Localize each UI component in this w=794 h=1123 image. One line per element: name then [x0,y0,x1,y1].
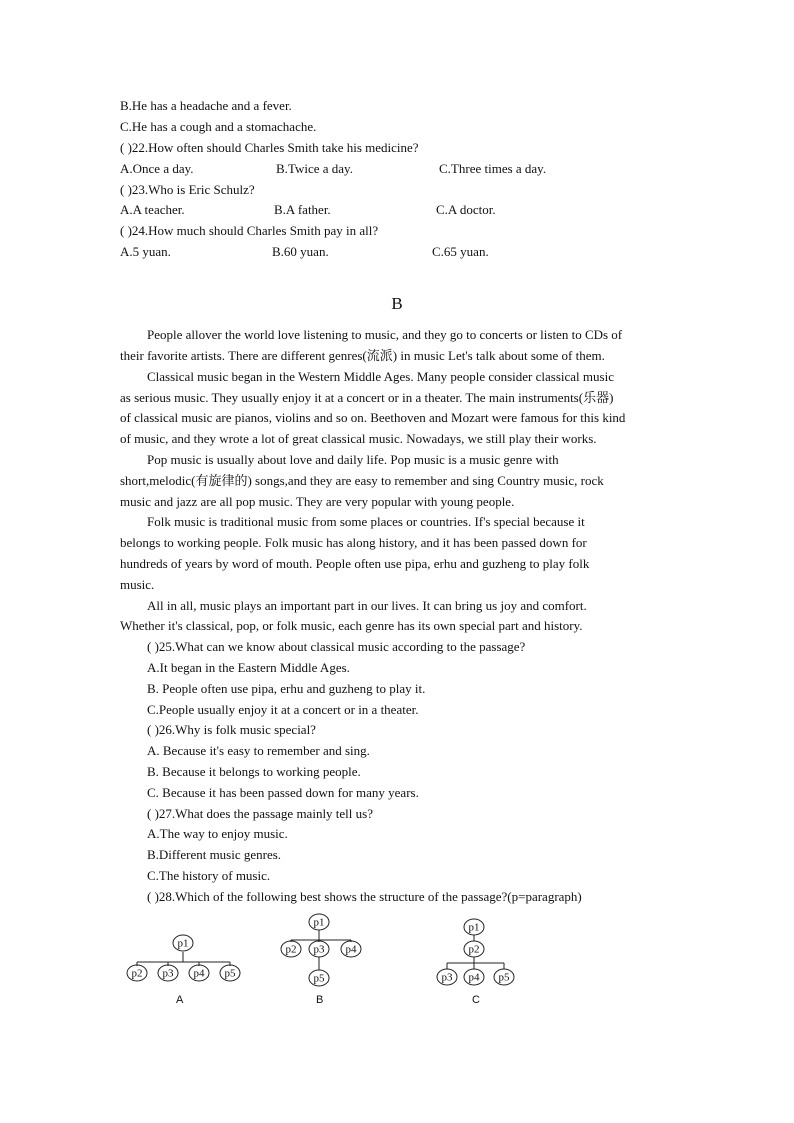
diagram-c-label-p4: p4 [468,971,480,984]
q27-option-a: A.The way to enjoy music. [147,826,288,841]
q25-stem: ( )25.What can we know about classical music according to the passage? [147,639,526,654]
passage-p3-line: music and jazz are all pop music. They are very popular with young people. [120,494,515,509]
diagram-a-option-label: A [176,994,184,1006]
passage-p5-line: Whether it's classical, pop, or folk music, each genre has its own special part and history. [120,618,583,633]
passage-p5-line: All in all, music plays an important part in our lives. It can bring us joy and comfort. [147,598,587,613]
section-b-heading: B [391,294,403,313]
q27-option-c: C.The history of music. [147,868,271,883]
q23-option-c: C.A doctor. [436,202,496,217]
passage-p4-line: belongs to working people. Folk music has along history, and it has been passed down for [120,535,587,550]
q25-option-b: B. People often use pipa, erhu and guzheng to play it. [147,681,426,696]
passage-p2-line: of classical music are pianos, violins and so on. Beethoven and Mozart were famous for this kind [120,410,626,425]
passage-p2-line: of music, and they wrote a lot of great classical music. Nowadays, we still play their works. [120,431,597,446]
diagram-a-label-p2: p2 [131,967,143,980]
diagram-a-label-p5: p5 [224,967,236,980]
q25-option-a: A.It began in the Eastern Middle Ages. [147,660,350,675]
q24-stem: ( )24.How much should Charles Smith pay in all? [120,223,379,238]
q23-stem: ( )23.Who is Eric Schulz? [120,182,255,197]
q27-option-b: B.Different music genres. [147,847,282,862]
q22-option-a: A.Once a day. [120,161,194,176]
q26-option-c: C. Because it has been passed down for many years. [147,785,419,800]
passage-p4-line: Folk music is traditional music from some places or countries. If's special because it [147,514,585,529]
q28-stem: ( )28.Which of the following best shows the structure of the passage?(p=paragraph) [147,889,582,904]
passage-p4-line: hundreds of years by word of mouth. People often use pipa, erhu and guzheng to play folk [120,556,590,571]
structure-diagrams [0,910,794,1020]
diagram-a-label-p1: p1 [177,937,189,950]
diagram-b-label-p2: p2 [285,943,297,956]
q21-option-c: C.He has a cough and a stomachache. [120,119,317,134]
diagram-c-label-p5: p5 [498,971,510,984]
diagram-b-label-p1: p1 [313,916,325,929]
passage-p2-line: as serious music. They usually enjoy it at a concert or in a theater. The main instruments(乐器) [120,390,614,405]
diagram-c-label-p3: p3 [441,971,453,984]
q22-stem: ( )22.How often should Charles Smith take his medicine? [120,140,419,155]
q23-option-b: B.A father. [274,202,331,217]
q27-stem: ( )27.What does the passage mainly tell us? [147,806,373,821]
diagram-a-label-p3: p3 [162,967,174,980]
q23-option-a: A.A teacher. [120,202,185,217]
q26-stem: ( )26.Why is folk music special? [147,722,316,737]
q24-option-b: B.60 yuan. [272,244,329,259]
passage-p1-line: People allover the world love listening to music, and they go to concerts or listen to CDs of [147,327,623,342]
passage-p1-line: their favorite artists. There are different genres(流派) in music Let's talk about some of them. [120,348,605,363]
passage-p2-line: Classical music began in the Western Middle Ages. Many people consider classical music [147,369,614,384]
diagram-b-label-p3: p3 [313,943,325,956]
q25-option-c: C.People usually enjoy it at a concert or in a theater. [147,702,419,717]
diagram-c-label-p1: p1 [468,921,480,934]
diagram-b-option-label: B [316,994,324,1006]
diagram-b-label-p4: p4 [345,943,357,956]
q26-option-b: B. Because it belongs to working people. [147,764,361,779]
diagram-c-option-label: C [472,994,480,1006]
q22-option-b: B.Twice a day. [276,161,353,176]
diagram-a-label-p4: p4 [193,967,205,980]
q21-option-b: B.He has a headache and a fever. [120,98,292,113]
diagram-c-label-p2: p2 [468,943,480,956]
passage-p4-line: music. [120,577,155,592]
passage-p3-line: short,melodic(有旋律的) songs,and they are easy to remember and sing Country music, rock [120,473,604,488]
passage-p3-line: Pop music is usually about love and daily life. Pop music is a music genre with [147,452,559,467]
diagram-b-label-p5: p5 [313,972,325,985]
q24-option-a: A.5 yuan. [120,244,171,259]
q26-option-a: A. Because it's easy to remember and sing. [147,743,370,758]
q24-option-c: C.65 yuan. [432,244,489,259]
q22-option-c: C.Three times a day. [439,161,547,176]
